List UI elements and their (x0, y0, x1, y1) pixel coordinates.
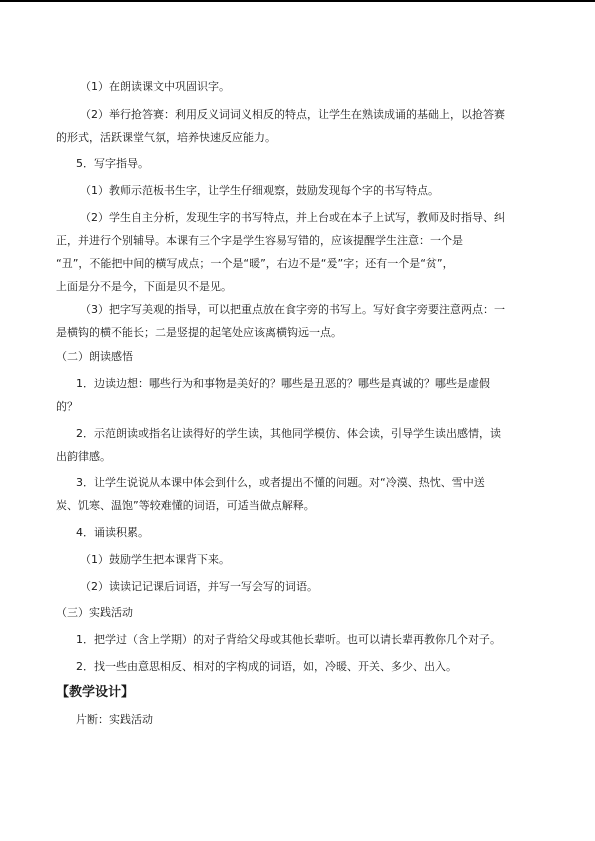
text-line: （3）把字写美观的指导，可以把重点放在食字旁的书写上。写好食字旁要注意两点：一 (80, 303, 505, 316)
top-rule (0, 0, 595, 2)
text-line: （1）在朗读课文中巩固识字。 (80, 80, 230, 93)
text-line: 的？ (56, 400, 78, 413)
section-heading: （三）实践活动 (56, 606, 133, 619)
text-line: （1）教师示范板书生字，让学生仔细观察，鼓励发现每个字的书写特点。 (80, 184, 439, 197)
text-line: 上面是分不是今，下面是贝不是见。 (56, 280, 232, 293)
text-line: 的形式，活跃课堂气氛，培养快速反应能力。 (56, 131, 276, 144)
text-line: 正，并进行个别辅导。本课有三个字是学生容易写错的，应该提醒学生注意：一个是 (56, 234, 463, 247)
text-line: 1．边读边想：哪些行为和事物是美好的？哪些是丑恶的？哪些是真诚的？哪些是虚假 (76, 377, 490, 390)
text-line: 3．让学生说说从本课中体会到什么，或者提出不懂的问题。对“冷漠、热忱、雪中送 (76, 476, 485, 489)
teaching-design-heading: 【教学设计】 (56, 685, 135, 700)
text-line: 4．诵读积累。 (76, 526, 149, 539)
text-line: 2．找一些由意思相反、相对的字构成的词语，如，冷暖、开关、多少、出入。 (76, 660, 457, 673)
section-heading: （二）朗读感悟 (56, 350, 133, 363)
text-line: 是横钩的横不能长；二是竖提的起笔处应该离横钩远一点。 (56, 326, 342, 339)
text-line: （2）举行抢答赛：利用反义词词义相反的特点，让学生在熟读成诵的基础上，以抢答赛 (80, 108, 505, 121)
text-line: “丑”，不能把中间的横写成点；一个是“暖”，右边不是“爰”字；还有一个是“贫”， (56, 257, 454, 270)
text-line: 5．写字指导。 (76, 157, 149, 170)
footer-line: 片断：实践活动 (76, 713, 153, 726)
text-line: 1．把学过（含上学期）的对子背给父母或其他长辈听。也可以请长辈再教你几个对子。 (76, 633, 501, 646)
text-line: 2．示范朗读或指名让读得好的学生读，其他同学模仿、体会读，引导学生读出感情，读 (76, 427, 501, 440)
text-line: （1）鼓励学生把本课背下来。 (80, 553, 230, 566)
text-line: 炭、饥寒、温饱”等较难懂的词语，可适当做点解释。 (56, 499, 315, 512)
text-line: （2）读读记记课后词语，并写一写会写的词语。 (80, 580, 318, 593)
text-line: （2）学生自主分析，发现生字的书写特点，并上台或在本子上试写，教师及时指导、纠 (80, 211, 505, 224)
text-line: 出韵律感。 (56, 450, 111, 463)
